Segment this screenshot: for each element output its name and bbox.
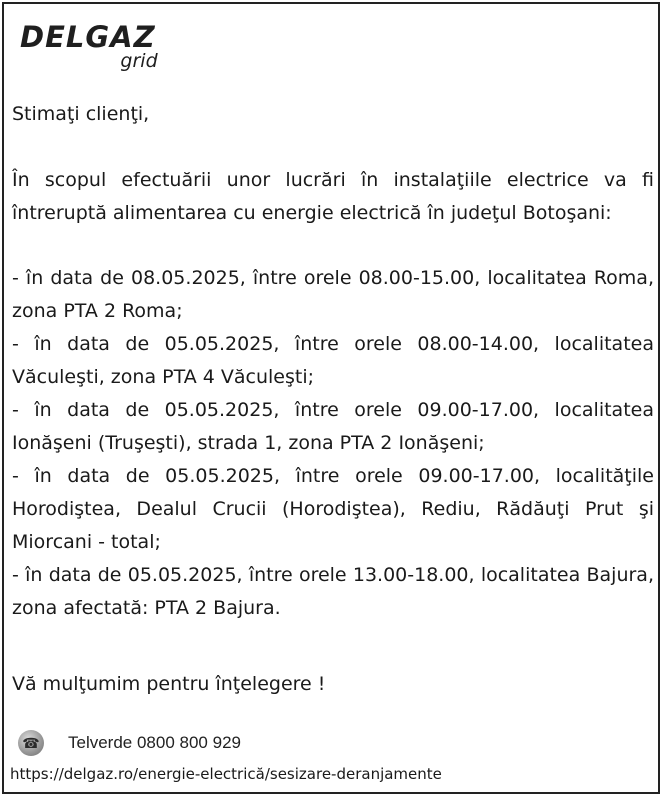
- list-item: - în data de 08.05.2025, între orele 08.00-15.00, localitatea Roma, zona PTA 2 Roma;: [12, 267, 654, 322]
- logo-wordmark: DELGAZ: [20, 20, 156, 54]
- closing-text: Vă mulţumim pentru înţelegere !: [12, 673, 326, 695]
- list-item: - în data de 05.05.2025, între orele 09.00-17.00, localităţile Horodiştea, Dealul Crucii (Horodiştea), Rediu, Rădăuţi Prut şi Miorcani - total;: [12, 465, 654, 553]
- list-item: - în data de 05.05.2025, între orele 13.00-18.00, localitatea Bajura, zona afectată: PTA 2 Bajura.: [12, 564, 654, 619]
- website-link[interactable]: https://delgaz.ro/energie-electrică/sesizare-deranjamente: [10, 765, 442, 783]
- list-item: - în data de 05.05.2025, între orele 08.00-14.00, localitatea Văculeşti, zona PTA 4 Văculeşti;: [12, 333, 654, 388]
- intro-paragraph: În scopul efectuării unor lucrări în instalaţiile electrice va fi întreruptă alimentarea cu energie electrică în judeţul Botoşani:: [12, 169, 654, 224]
- logo-subtitle: grid: [120, 50, 158, 72]
- phone-icon: ☎: [18, 730, 44, 756]
- delgaz-logo: [20, 22, 156, 70]
- phone-number: Telverde 0800 800 929: [68, 733, 241, 752]
- list-item: - în data de 05.05.2025, între orele 09.00-17.00, localitatea Ionăşeni (Truşeşti), strada 1, zona PTA 2 Ionăşeni;: [12, 399, 654, 454]
- greeting: Stimaţi clienţi,: [12, 103, 150, 125]
- phone-contact: [18, 728, 241, 758]
